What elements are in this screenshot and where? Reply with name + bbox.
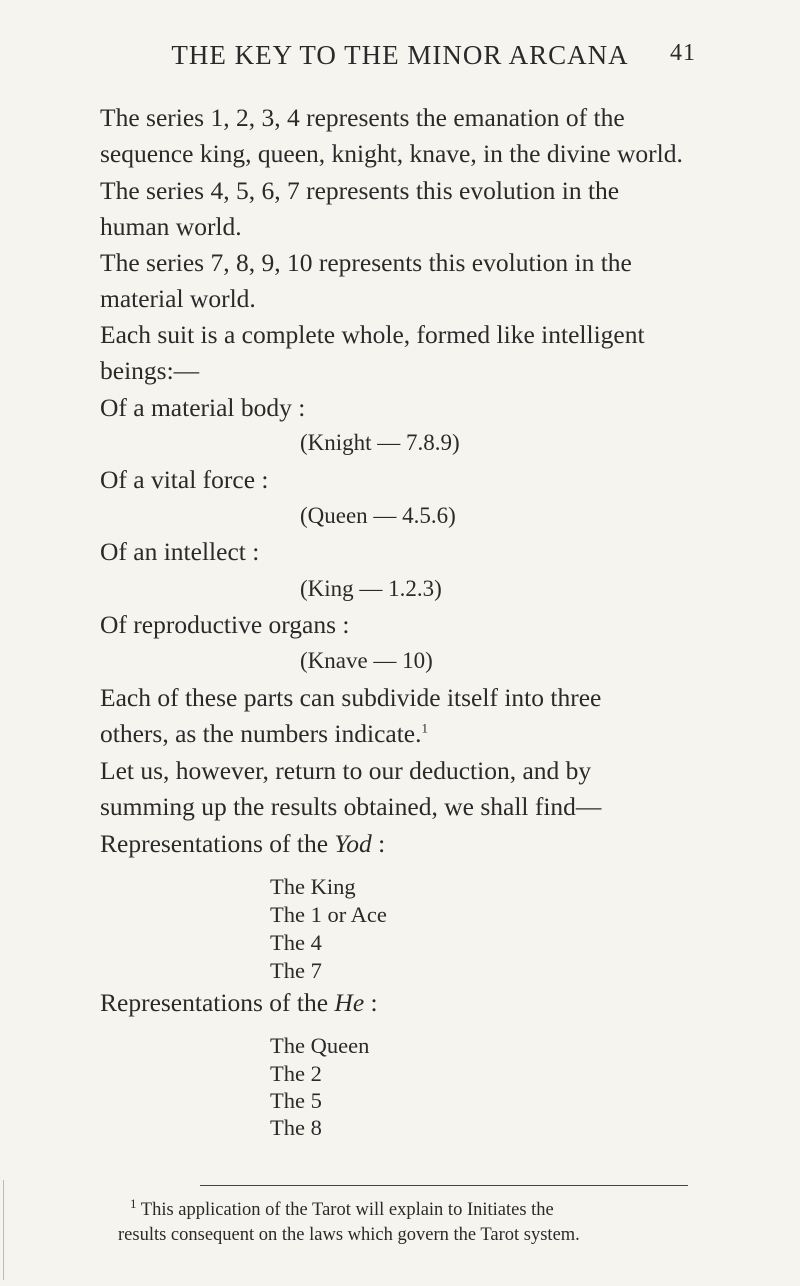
footnote-line: results consequent on the laws which govern the Tarot system.: [118, 1225, 580, 1245]
heading-colon: :: [364, 988, 378, 1017]
paragraph-text: others, as the numbers indicate.: [100, 719, 422, 748]
paragraph-line: beings:—: [100, 356, 200, 385]
footnote-marker: 1: [130, 1195, 137, 1211]
list-item: The 7: [270, 958, 322, 983]
paragraph-line: Let us, however, return to our deduction, and by: [100, 756, 592, 785]
paragraph-line: sequence king, queen, knight, knave, in the divine world.: [100, 139, 683, 168]
organs-value: (Knave — 10): [300, 648, 433, 673]
page-number: 41: [670, 40, 696, 66]
force-value: (Queen — 4.5.6): [300, 503, 456, 528]
body-label: Of a material body :: [100, 393, 306, 422]
heading-term: Yod: [334, 829, 372, 858]
page-edge: [3, 1180, 5, 1280]
intellect-label: Of an intellect :: [100, 537, 260, 566]
list-item: The King: [270, 874, 356, 899]
paragraph-line: Each suit is a complete whole, formed like intelligent: [100, 320, 645, 349]
heading-term: He: [334, 988, 365, 1017]
yod-heading: [100, 829, 385, 859]
list-item: The 5: [270, 1088, 322, 1113]
footnote-reference[interactable]: 1: [421, 720, 428, 736]
paragraph-line: human world.: [100, 212, 242, 241]
heading-text: Representations of the: [100, 829, 335, 858]
force-label: Of a vital force :: [100, 465, 269, 494]
organs-label: Of reproductive organs :: [100, 610, 350, 639]
list-item: The 8: [270, 1115, 322, 1140]
he-heading: [100, 988, 378, 1018]
heading-text: Representations of the: [100, 988, 335, 1017]
paragraph-line: material world.: [100, 284, 256, 313]
list-item: The Queen: [270, 1033, 370, 1058]
paragraph-line: The series 7, 8, 9, 10 represents this evolution in the: [100, 248, 632, 277]
running-title: THE KEY TO THE MINOR ARCANA: [171, 40, 629, 70]
heading-colon: :: [371, 829, 386, 858]
footnote-line: [130, 1195, 554, 1221]
footnote-rule: [200, 1185, 688, 1186]
footnote-text: This application of the Tarot will explain to Initiates the: [140, 1200, 554, 1220]
paragraph-line: Each of these parts can subdivide itself into three: [100, 683, 602, 712]
list-item: The 2: [270, 1061, 322, 1086]
paragraph-line: The series 4, 5, 6, 7 represents this evolution in the: [100, 176, 620, 205]
paragraph-line: The series 1, 2, 3, 4 represents the emanation of the: [100, 103, 625, 132]
paragraph-line: [100, 719, 428, 749]
running-header: [110, 40, 696, 71]
list-item: The 1 or Ace: [270, 902, 387, 927]
paragraph-line: summing up the results obtained, we shall find—: [100, 792, 602, 821]
list-item: The 4: [270, 930, 322, 955]
intellect-value: (King — 1.2.3): [300, 576, 442, 601]
body-value: (Knight — 7.8.9): [300, 430, 460, 455]
